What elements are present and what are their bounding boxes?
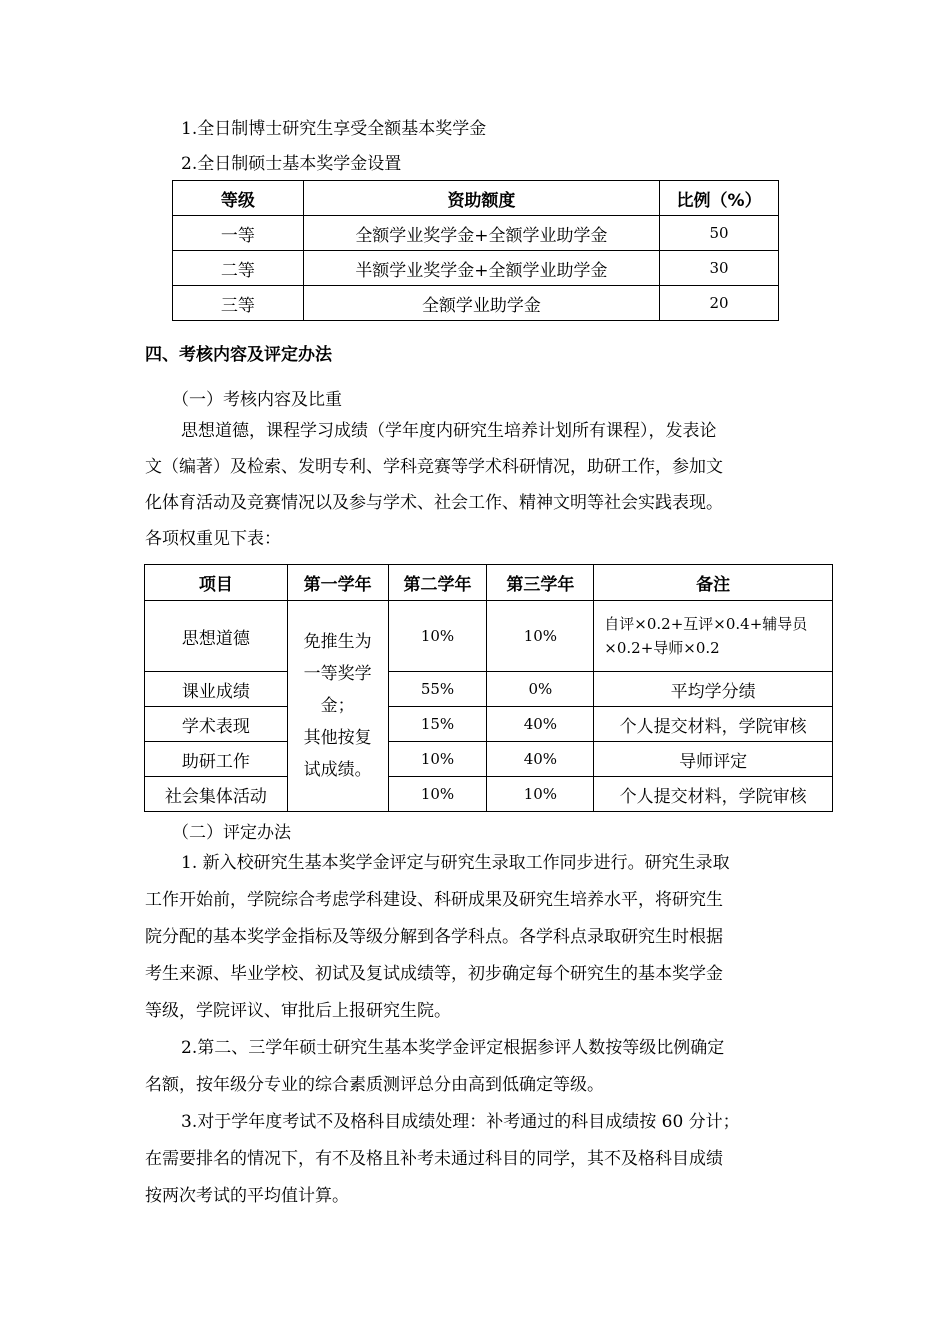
- year-3-cell: 40%: [487, 707, 594, 742]
- table-header-row: [173, 181, 779, 216]
- subsection-heading-1: （一）考核内容及比重: [172, 390, 342, 410]
- assessment-paragraph: [145, 413, 810, 557]
- header-ratio: 比例（%）: [660, 181, 779, 216]
- item-cell: 学术表现: [145, 707, 288, 742]
- note-line: 自评×0.2+互评×0.4+辅导员: [604, 615, 808, 633]
- merged-line: 其他按复: [303, 728, 372, 748]
- paragraph-line: 2.第二、三学年硕士研究生基本奖学金评定根据参评人数按等级比例确定: [181, 1038, 725, 1058]
- paragraph-line: 院分配的基本奖学金指标及等级分解到各学科点。各学科点录取研究生时根据: [145, 927, 723, 947]
- merged-line: 金；: [320, 696, 355, 716]
- grade-cell: 三等: [173, 286, 304, 321]
- year-2-cell: 10%: [388, 742, 487, 777]
- amount-cell: 全额学业助学金: [303, 286, 659, 321]
- year-3-cell: 0%: [487, 672, 594, 707]
- intro-line-2: 2.全日制硕士基本奖学金设置: [181, 154, 402, 174]
- item-cell: 助研工作: [145, 742, 288, 777]
- item-cell: 思想道德: [145, 601, 288, 672]
- item-cell: 社会集体活动: [145, 777, 288, 812]
- subsection-heading-2: （二）评定办法: [172, 823, 291, 843]
- evaluation-paragraph-2: [145, 1030, 810, 1104]
- header-year-3: 第三学年: [487, 565, 594, 601]
- scholarship-grade-table: [172, 180, 779, 321]
- evaluation-paragraph-3: [145, 1104, 810, 1215]
- grade-cell: 二等: [173, 251, 304, 286]
- header-year-2: 第二学年: [388, 565, 487, 601]
- header-note: 备注: [594, 565, 833, 601]
- paragraph-line: 按两次考试的平均值计算。: [145, 1186, 349, 1206]
- table-row: [145, 777, 833, 812]
- merged-line: 一等奖学: [303, 664, 372, 684]
- grade-cell: 一等: [173, 216, 304, 251]
- amount-cell: 全额学业奖学金+全额学业助学金: [303, 216, 659, 251]
- year-2-cell: 10%: [388, 601, 487, 672]
- paragraph-line: 名额，按年级分专业的综合素质测评总分由高到低确定等级。: [145, 1075, 604, 1095]
- note-cell: 平均学分绩: [594, 672, 833, 707]
- first-year-merged-cell: [287, 601, 388, 812]
- ratio-cell: 20: [660, 286, 779, 321]
- paragraph-line: 3.对于学年度考试不及格科目成绩处理：补考通过的科目成绩按 60 分计；: [181, 1112, 740, 1132]
- paragraph-line: 各项权重见下表：: [145, 529, 281, 549]
- year-3-cell: 10%: [487, 601, 594, 672]
- year-3-cell: 10%: [487, 777, 594, 812]
- paragraph-line: 考生来源、毕业学校、初试及复试成绩等，初步确定每个研究生的基本奖学金: [145, 964, 723, 984]
- ratio-cell: 50: [660, 216, 779, 251]
- table-row: [145, 707, 833, 742]
- year-2-cell: 15%: [388, 707, 487, 742]
- header-grade: 等级: [173, 181, 304, 216]
- note-line: ×0.2+导师×0.2: [604, 639, 720, 657]
- note-cell: 个人提交材料，学院审核: [594, 777, 833, 812]
- paragraph-line: 化体育活动及竞赛情况以及参与学术、社会工作、精神文明等社会实践表现。: [145, 493, 723, 513]
- paragraph-line: 文（编著）及检索、发明专利、学科竞赛等学术科研情况，助研工作，参加文: [145, 457, 723, 477]
- ratio-cell: 30: [660, 251, 779, 286]
- table-row: [145, 601, 833, 672]
- table-row: [173, 251, 779, 286]
- paragraph-line: 在需要排名的情况下，有不及格且补考未通过科目的同学，其不及格科目成绩: [145, 1149, 723, 1169]
- paragraph-line: 1. 新入校研究生基本奖学金评定与研究生录取工作同步进行。研究生录取: [181, 853, 730, 873]
- note-cell: 导师评定: [594, 742, 833, 777]
- table-row: [145, 742, 833, 777]
- section-heading: 四、考核内容及评定办法: [145, 345, 332, 365]
- header-amount: 资助额度: [303, 181, 659, 216]
- paragraph-line: 等级，学院评议、审批后上报研究生院。: [145, 1001, 451, 1021]
- paragraph-line: 思想道德，课程学习成绩（学年度内研究生培养计划所有课程），发表论: [181, 421, 717, 441]
- table-header-row: [145, 565, 833, 601]
- year-2-cell: 55%: [388, 672, 487, 707]
- header-year-1: 第一学年: [287, 565, 388, 601]
- note-cell: [594, 601, 833, 672]
- amount-cell: 半额学业奖学金+全额学业助学金: [303, 251, 659, 286]
- merged-line: 试成绩。: [303, 760, 372, 780]
- assessment-weight-table: [144, 564, 833, 812]
- note-cell: 个人提交材料，学院审核: [594, 707, 833, 742]
- item-cell: 课业成绩: [145, 672, 288, 707]
- merged-line: 免推生为: [303, 632, 372, 652]
- table-row: [145, 672, 833, 707]
- intro-line-1: 1.全日制博士研究生享受全额基本奖学金: [181, 119, 487, 139]
- year-2-cell: 10%: [388, 777, 487, 812]
- evaluation-paragraph-1: [145, 845, 810, 1030]
- paragraph-line: 工作开始前，学院综合考虑学科建设、科研成果及研究生培养水平，将研究生: [145, 890, 723, 910]
- table-row: [173, 286, 779, 321]
- table-row: [173, 216, 779, 251]
- year-3-cell: 40%: [487, 742, 594, 777]
- header-item: 项目: [145, 565, 288, 601]
